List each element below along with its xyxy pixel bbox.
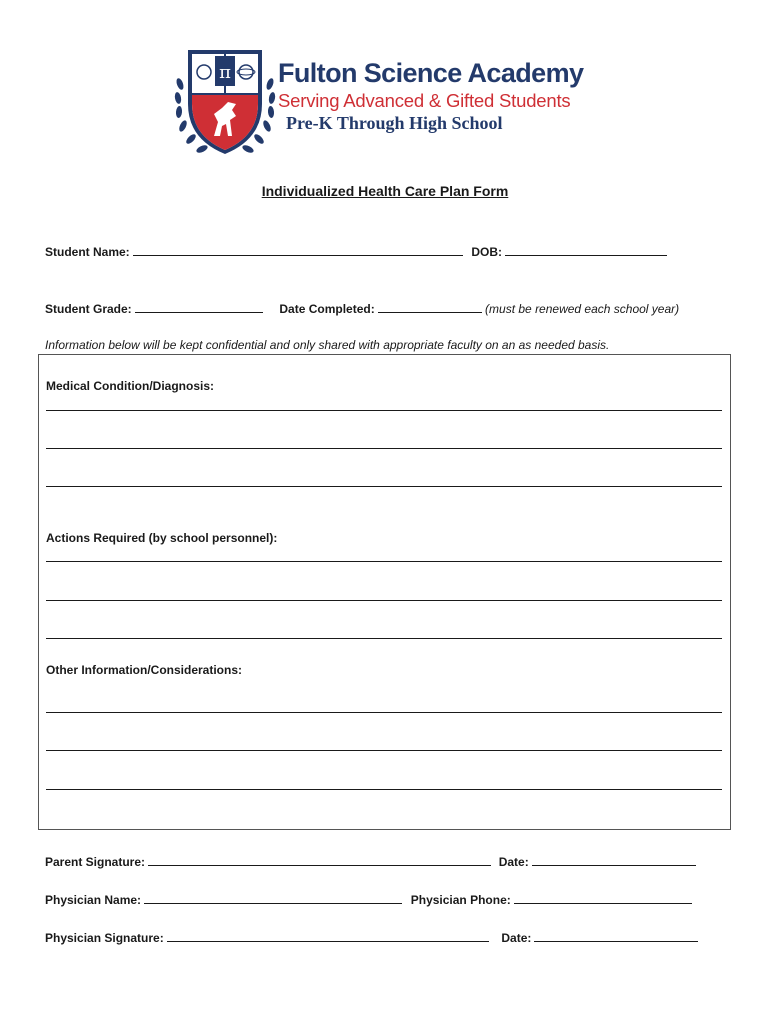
physician-date-label: Date: (501, 931, 532, 945)
other-line-1[interactable] (46, 712, 722, 713)
svg-text:π: π (219, 62, 231, 83)
physician-phone-field[interactable] (514, 891, 692, 904)
medical-line-3[interactable] (46, 486, 722, 487)
medical-condition-label: Medical Condition/Diagnosis: (46, 379, 215, 393)
actions-required-label: Actions Required (by school personnel): (46, 531, 278, 545)
school-name: Fulton Science Academy (278, 58, 584, 88)
health-info-box (38, 354, 731, 830)
dob-field[interactable] (505, 243, 667, 256)
physician-date-field[interactable] (534, 929, 698, 942)
physician-signature-row (45, 929, 698, 945)
confidential-note: Information below will be kept confidential and only shared with appropriate faculty on an as needed basis. (45, 338, 610, 352)
parent-date-field[interactable] (532, 853, 696, 866)
school-crest-icon (170, 44, 280, 162)
other-info-label: Other Information/Considerations: (46, 663, 243, 677)
school-logo (170, 44, 610, 162)
date-completed-field[interactable] (378, 300, 482, 313)
other-line-2[interactable] (46, 750, 722, 751)
form-title: Individualized Health Care Plan Form (261, 183, 509, 199)
medical-line-1[interactable] (46, 410, 722, 411)
student-name-label: Student Name: (45, 245, 130, 259)
other-line-3[interactable] (46, 789, 722, 790)
renewal-note: (must be renewed each school year) (485, 302, 680, 316)
parent-signature-field[interactable] (148, 853, 491, 866)
actions-line-2[interactable] (46, 600, 722, 601)
date-completed-label: Date Completed: (279, 302, 375, 316)
grade-row (45, 300, 679, 316)
physician-name-row (45, 891, 692, 907)
parent-signature-label: Parent Signature: (45, 855, 146, 869)
actions-line-3[interactable] (46, 638, 722, 639)
parent-signature-row (45, 853, 696, 869)
physician-name-field[interactable] (144, 891, 402, 904)
physician-name-label: Physician Name: (45, 893, 142, 907)
school-tagline: Serving Advanced & Gifted Students (278, 90, 571, 111)
student-grade-label: Student Grade: (45, 302, 132, 316)
student-name-row (45, 243, 667, 259)
physician-phone-label: Physician Phone: (410, 893, 511, 907)
parent-date-label: Date: (498, 855, 529, 869)
school-grades: Pre-K Through High School (286, 113, 503, 133)
physician-signature-label: Physician Signature: (45, 931, 164, 945)
physician-signature-field[interactable] (167, 929, 489, 942)
student-grade-field[interactable] (135, 300, 263, 313)
actions-line-1[interactable] (46, 561, 722, 562)
student-name-field[interactable] (133, 243, 463, 256)
medical-line-2[interactable] (46, 448, 722, 449)
dob-label: DOB: (471, 245, 503, 259)
